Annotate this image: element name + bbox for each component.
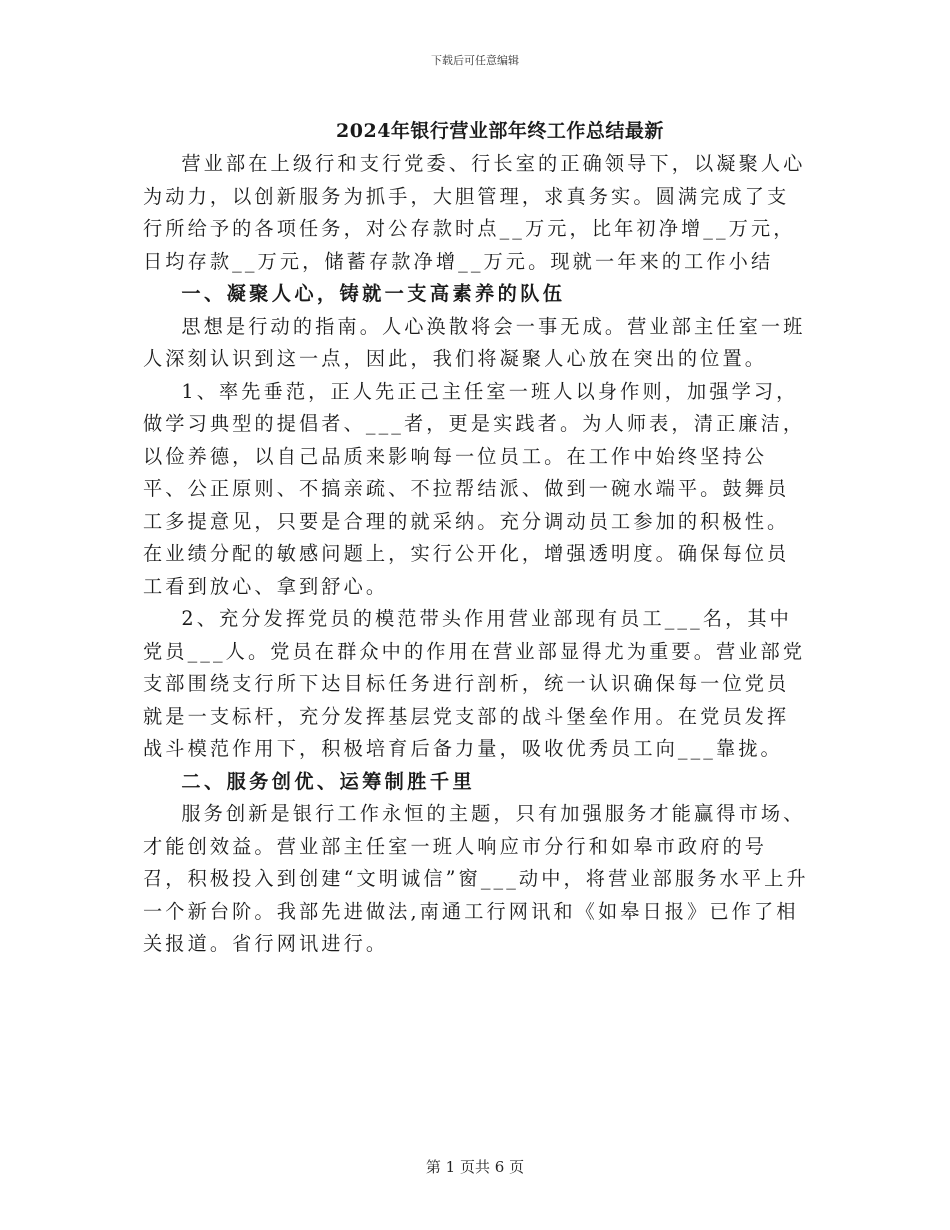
intro-paragraph: 营业部在上级行和支行党委、行长室的正确领导下，以凝聚人心为动力，以创新服务为抓手，大胆管理，求真务实。圆满完成了支行所给予的各项任务，对公存款时点__万元，比年初净增__万元，日均存款__万元，储蓄存款净增__万元。现就一年来的工作小结 [143, 152, 806, 273]
section1-item-1-paragraph: 1、率先垂范，正人先正己主任室一班人以身作则，加强学习，做学习典型的提倡者、___者，更是实践者。为人师表，清正廉洁，以俭养德，以自己品质来影响每一位员工。在工作中始终坚持公平、公正原则、不搞亲疏、不拉帮结派、做到一碗水端平。鼓舞员工多提意见，只要是合理的就采纳。充分调动员工参加的积极性。在业绩分配的敏感问题上，实行公开化，增强透明度。确保每位员工看到放心、拿到舒心。 [143, 379, 806, 598]
document-body [143, 148, 809, 961]
section1-intro-paragraph: 思想是行动的指南。人心涣散将会一事无成。营业部主任室一班人深刻认识到这一点，因此，我们将凝聚人心放在突出的位置。 [143, 314, 806, 370]
section-heading-1: 一、凝聚人心，铸就一支高素养的队伍 [181, 282, 566, 305]
section2-intro-paragraph: 服务创新是银行工作永恒的主题，只有加强服务才能赢得市场、才能创效益。营业部主任室一班人响应市分行和如皋市政府的号召，积极投入到创建“文明诚信”窗___动中，将营业部服务水平上升一个新台阶。我部先进做法,南通工行网讯和《如皋日报》已作了相关报道。省行网讯进行。 [143, 802, 809, 955]
header-note: 下载后可任意编辑 [431, 54, 519, 67]
document-title: 2024年银行营业部年终工作总结最新 [336, 120, 664, 142]
section-heading-2: 二、服务创优、运筹制胜千里 [181, 769, 476, 793]
page-number: 第 1 页共 6 页 [425, 1158, 525, 1176]
section1-item-2-paragraph: 2、充分发挥党员的模范带头作用营业部现有员工___名，其中党员___人。党员在群众中的作用在营业部显得尤为重要。营业部党支部围绕支行所下达目标任务进行剖析，统一认识确保每一位党员就是一支标杆，充分发挥基层党支部的战斗堡垒作用。在党员发挥战斗模范作用下，积极培育后备力量，吸收优秀员工向___靠拢。 [143, 607, 806, 760]
